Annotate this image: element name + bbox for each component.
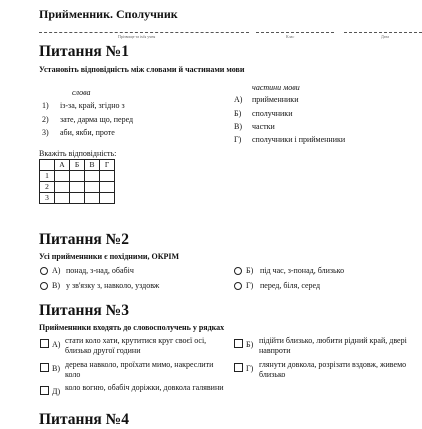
- q2-option-c[interactable]: В) у зв'язку з, навколо, уздовж: [40, 281, 159, 290]
- word-group-3: 3) аби, якби, проте: [42, 128, 115, 137]
- word-group-2: 2) зате, дарма що, перед: [42, 115, 134, 124]
- class-line[interactable]: [256, 32, 334, 33]
- page-title: Прийменник. Сполучник: [39, 7, 178, 21]
- question-3-prompt: Прийменники входять до словосполучень у рядках: [39, 323, 225, 332]
- part-of-speech-c: В) частки: [234, 122, 275, 131]
- part-of-speech-d: Г) сполучники і прийменники: [234, 135, 346, 144]
- date-line[interactable]: [344, 32, 422, 33]
- radio-button[interactable]: [234, 282, 242, 290]
- part-of-speech-a: А) прийменники: [234, 95, 299, 104]
- student-name-line[interactable]: [39, 32, 249, 33]
- question-1-heading: Питання №1: [39, 43, 129, 60]
- answer-row-header: 1: [40, 171, 55, 182]
- radio-button[interactable]: [40, 267, 48, 275]
- date-label: Дата: [381, 34, 389, 39]
- answer-row-header: 3: [40, 193, 55, 204]
- radio-button[interactable]: [40, 282, 48, 290]
- question-1-prompt: Установіть відповідність між словами й частинами мови: [39, 65, 245, 74]
- part-of-speech-b: Б) сполучники: [234, 109, 293, 118]
- q3-option-b[interactable]: Б) підійти близько, любити рідний край, двері навпроти: [234, 336, 419, 356]
- checkbox[interactable]: [234, 363, 243, 372]
- question-4-heading: Питання №4: [39, 411, 129, 428]
- answer-cell[interactable]: [85, 171, 100, 182]
- words-column-heading: слова: [72, 88, 91, 97]
- answer-col-header: А: [55, 160, 70, 171]
- answer-cell[interactable]: [85, 193, 100, 204]
- answer-col-header: В: [85, 160, 100, 171]
- q3-option-e[interactable]: Д) коло вогню, обабіч доріжки, довкола галявини: [40, 383, 225, 396]
- checkbox[interactable]: [234, 339, 243, 348]
- answer-cell[interactable]: [100, 182, 115, 193]
- answer-table: [39, 159, 115, 204]
- parts-of-speech-column-heading: частини мови: [252, 83, 300, 92]
- answer-cell[interactable]: [55, 182, 70, 193]
- answer-col-header: Б: [70, 160, 85, 171]
- answer-cell[interactable]: [100, 193, 115, 204]
- q2-option-b[interactable]: Б) під час, з-понад, близько: [234, 266, 344, 275]
- class-label: Клас: [286, 34, 295, 39]
- question-2-prompt: Усі прийменники є похідними, ОКРІМ: [39, 252, 180, 261]
- answer-table-label: Вкажіть відповідність:: [39, 149, 117, 158]
- student-name-label: Прізвище та ім'я учня: [118, 34, 156, 39]
- question-3-heading: Питання №3: [39, 302, 129, 319]
- radio-button[interactable]: [234, 267, 242, 275]
- q2-option-a[interactable]: А) понад, з-над, обабіч: [40, 266, 134, 275]
- answer-row-header: 2: [40, 182, 55, 193]
- question-2-heading: Питання №2: [39, 231, 129, 248]
- answer-cell[interactable]: [55, 171, 70, 182]
- checkbox[interactable]: [40, 339, 49, 348]
- q3-option-c[interactable]: В) дерева навколо, проїхати мимо, накреслити коло: [40, 360, 225, 380]
- answer-cell[interactable]: [100, 171, 115, 182]
- checkbox[interactable]: [40, 386, 49, 395]
- answer-table-corner: [40, 160, 55, 171]
- answer-cell[interactable]: [85, 182, 100, 193]
- answer-cell[interactable]: [70, 193, 85, 204]
- answer-cell[interactable]: [55, 193, 70, 204]
- checkbox[interactable]: [40, 363, 49, 372]
- answer-cell[interactable]: [70, 171, 85, 182]
- word-group-1: 1) із-за, край, згідно з: [42, 101, 125, 110]
- q3-option-a[interactable]: А) стати коло хати, крутитися круг своєї осі, близько другої години: [40, 336, 225, 356]
- q3-option-d[interactable]: Г) глянути довкола, розрізати вздовж, живемо близько: [234, 360, 419, 380]
- answer-col-header: Г: [100, 160, 115, 171]
- answer-cell[interactable]: [70, 182, 85, 193]
- q2-option-d[interactable]: Г) перед, біля, серед: [234, 281, 320, 290]
